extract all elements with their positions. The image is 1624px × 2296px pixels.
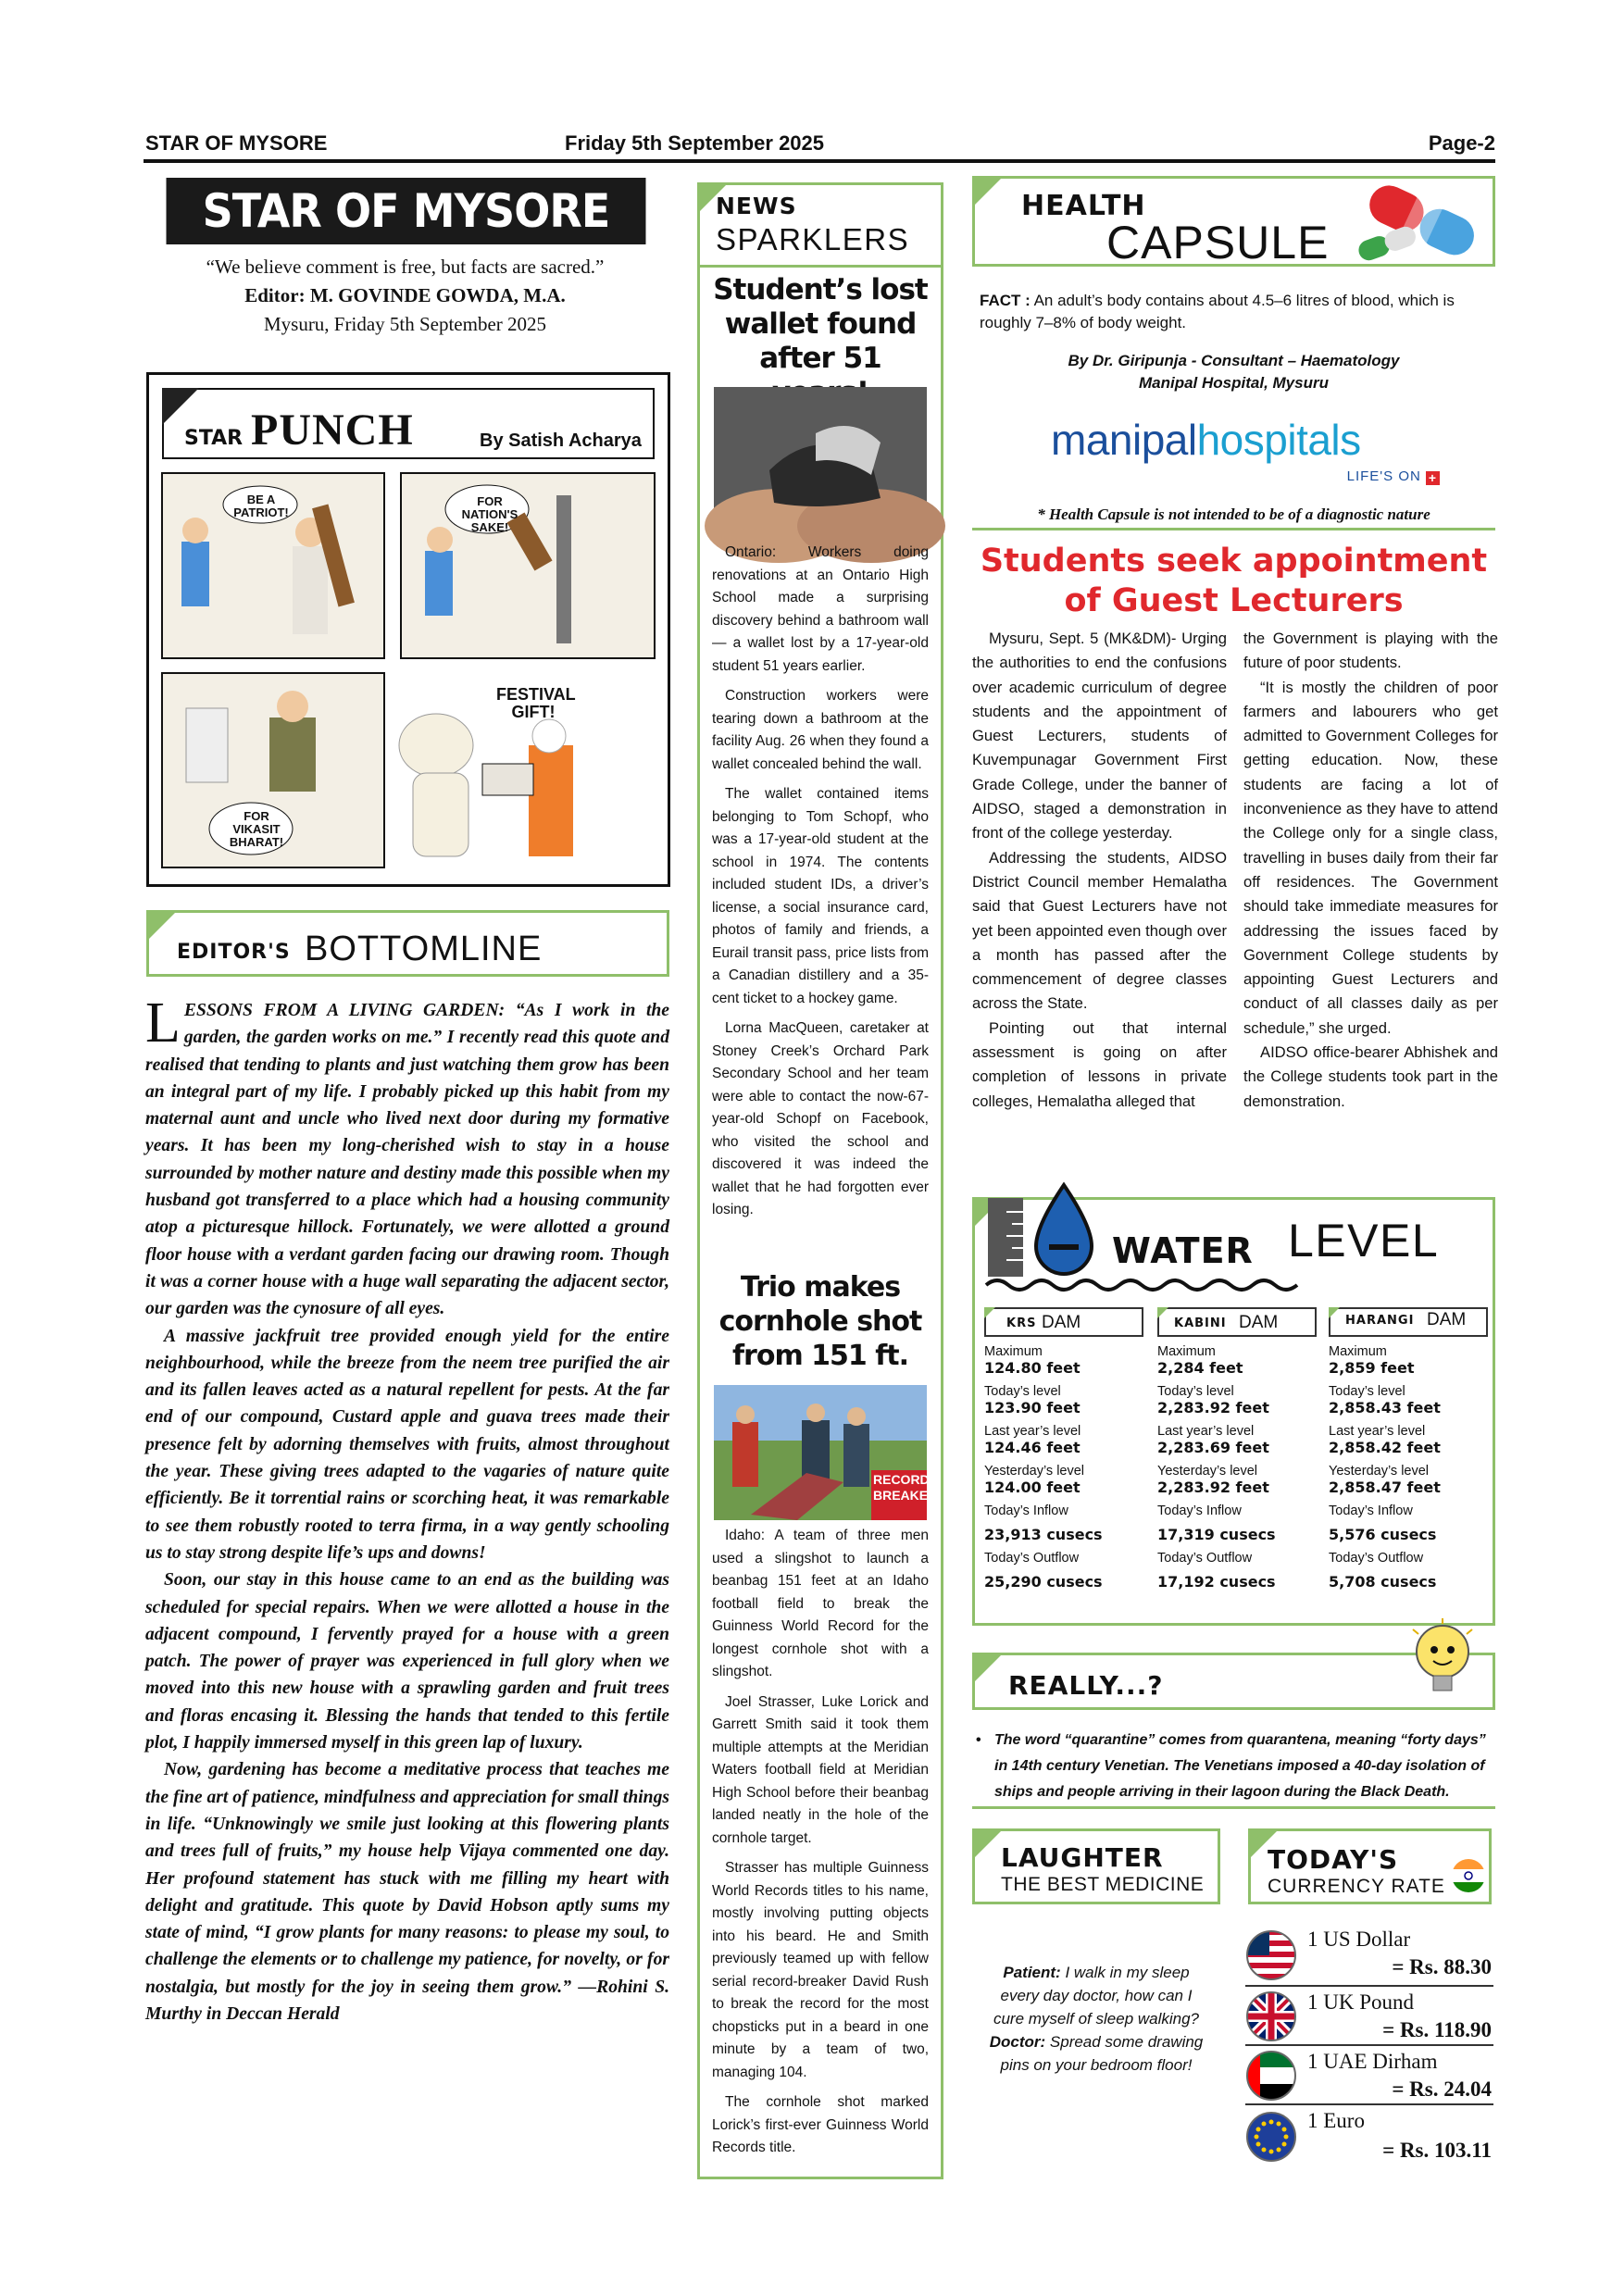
author-line-1: By Dr. Giripunja - Consultant – Haematology bbox=[1068, 352, 1400, 369]
yesterday-value: 2,283.92 feet bbox=[1157, 1478, 1269, 1496]
currency-subtitle: CURRENCY RATE bbox=[1268, 1876, 1445, 1897]
corner-flag bbox=[972, 1828, 1004, 1860]
manipal-logo bbox=[1051, 415, 1440, 489]
today-label: Today’s level bbox=[1329, 1384, 1405, 1400]
corner-flag bbox=[972, 176, 1004, 207]
capsule-label-small: HEALTH bbox=[1021, 190, 1146, 222]
capsule-label-big: CAPSULE bbox=[1106, 217, 1330, 268]
story1-body bbox=[712, 542, 929, 1222]
guest-lecturers-col-2 bbox=[1243, 627, 1498, 1114]
punch-byline: By Satish Acharya bbox=[480, 430, 642, 451]
laughter-title: LAUGHTER bbox=[1001, 1842, 1164, 1873]
story2-paragraph: Strasser has multiple Guinness World Records titles to his name, mostly involving putting objects into his beard. He and Smith previously teamed up with fellow serial record-breaker David Rush to break the record for the most chopsticks put in a beard in one minute by a team of two, managing 104. bbox=[712, 1860, 929, 2080]
article-paragraph: the Government is playing with the future of poor students. bbox=[1243, 630, 1498, 672]
currency-name: 1 US Dollar bbox=[1307, 1928, 1411, 1951]
story2-headline: Trio makes cornhole shot from 151 ft. bbox=[718, 1271, 922, 1372]
health-capsule-heading bbox=[972, 176, 1495, 267]
currency-heading bbox=[1248, 1828, 1492, 1904]
eu-flag-icon bbox=[1245, 2111, 1297, 2163]
laughter-joke bbox=[983, 1961, 1209, 2077]
currency-name: 1 UK Pound bbox=[1307, 1990, 1415, 2014]
dam-header bbox=[984, 1307, 1143, 1337]
masthead-motto: “We believe comment is free, but facts are sacred.” bbox=[206, 256, 605, 278]
last-year-label: Last year’s level bbox=[984, 1424, 1081, 1440]
record-breaker-text: RECORD BREAKER bbox=[873, 1472, 938, 1503]
inflow-label: Today’s Inflow bbox=[984, 1504, 1068, 1519]
inflow-value: 17,319 cusecs bbox=[1157, 1525, 1276, 1543]
doctor-label: Doctor: bbox=[989, 2033, 1046, 2051]
dam-name-big: DAM bbox=[1042, 1313, 1081, 1332]
dam-header-corner bbox=[984, 1307, 995, 1318]
header-paper-name: STAR OF MYSORE bbox=[145, 131, 328, 155]
uk-flag-icon bbox=[1245, 1990, 1297, 2042]
really-fact bbox=[974, 1728, 1497, 1805]
yesterday-label: Yesterday’s level bbox=[984, 1464, 1085, 1479]
bubble-be-a-patriot: BE A PATRIOT! bbox=[233, 493, 289, 519]
bottomline-paragraph: A massive jackfruit tree provided enough yield for the entire neighbourhood, while the breeze from the neem tree purified the air and its fallen leaves acted as a natural repellent for pests. At the far end of our compound, Custard apple and guava trees made their presence felt by adorning themselves with fruits, almost throughout the year. These giving trees adapted to the vagaries of nature quite efficiently. Be it torrential rains or scorching heat, it was remarkable to see them robustly rooted to terra firma, in a way gently schooling us to stay strong despite life’s ups and downs! bbox=[145, 1326, 669, 1563]
dam-header-corner bbox=[1329, 1307, 1340, 1318]
dam-kabini bbox=[1157, 1307, 1319, 1591]
story1-paragraph: Lorna MacQueen, caretaker at Stoney Creek’s Orchard Park Secondary School and her team were able to contact the now-67-year-old Schopf on Facebook, who visited the school and discovered it was indeed the wallet that he had forgotten ever losing. bbox=[712, 1020, 929, 1217]
bottomline-label-big: BOTTOMLINE bbox=[305, 930, 543, 968]
header-date: Friday 5th September 2025 bbox=[565, 131, 825, 155]
sparklers-label-small: NEWS bbox=[716, 193, 797, 219]
story2-paragraph: Joel Strasser, Luke Lorick and Garrett Smith said it took them multiple attempts at the Meridian Waters football field at Meridian High School before their beanbag landed neatly in the hole of the cornhole target. bbox=[712, 1693, 929, 1846]
patient-label: Patient: bbox=[1003, 1964, 1061, 1981]
currency-rate: = Rs. 88.30 bbox=[1392, 1955, 1492, 1978]
today-label: Today’s level bbox=[1157, 1384, 1234, 1400]
really-text: The word “quarantine” comes from quarantena, meaning “forty days” in 14th century Venetian. The Venetians imposed a 40-day isolation of ships and people arriving in their lagoon during the Black Death. bbox=[994, 1732, 1486, 1800]
currency-row bbox=[1245, 1987, 1493, 2046]
header-page-number: Page-2 bbox=[1428, 131, 1495, 155]
outflow-label: Today’s Outflow bbox=[984, 1551, 1080, 1566]
bullet: • bbox=[976, 1732, 981, 1748]
corner-flag bbox=[146, 910, 178, 942]
maximum-value: 124.80 feet bbox=[984, 1358, 1081, 1377]
really-divider bbox=[972, 1806, 1495, 1809]
dam-harangi bbox=[1329, 1307, 1491, 1591]
water-gauge-icon bbox=[988, 1179, 1108, 1281]
india-flag-icon bbox=[1450, 1857, 1487, 1894]
outflow-value: 5,708 cusecs bbox=[1329, 1572, 1437, 1591]
last-year-value: 124.46 feet bbox=[984, 1438, 1081, 1456]
dropcap: L bbox=[145, 992, 181, 1054]
water-waves-icon bbox=[986, 1274, 1310, 1302]
fact-label: FACT : bbox=[980, 292, 1031, 309]
sparklers-label-big: SPARKLERS bbox=[716, 222, 910, 256]
patient-text: I walk in my sleep every day doctor, how can I cure myself of sleep walking? bbox=[993, 1964, 1200, 2028]
last-year-value: 2,283.69 feet bbox=[1157, 1438, 1269, 1456]
article-paragraph: Mysuru, Sept. 5 (MK&DM)- Urging the authorities to end the confusions over academic curriculum of degree students and the appointment of Guest Lecturers, students of Kuvempunagar Government First Grade College, under the banner of AIDSO, staged a demonstration in front of the college yesterday. bbox=[972, 630, 1227, 842]
dam-name-small: KABINI bbox=[1174, 1316, 1227, 1330]
currency-title: TODAY'S bbox=[1268, 1844, 1399, 1875]
logo-hospitals: hospitals bbox=[1196, 416, 1361, 464]
corner-flag bbox=[972, 1653, 1004, 1684]
bubble-for-vikasit-bharat: FOR VIKASIT BHARAT! bbox=[229, 809, 284, 849]
outflow-label: Today’s Outflow bbox=[1329, 1551, 1424, 1566]
punch-label-punch: PUNCH bbox=[251, 406, 414, 455]
guest-lecturers-headline: Students seek appointment of Guest Lecturers bbox=[980, 543, 1488, 619]
masthead bbox=[144, 176, 667, 352]
outflow-value: 25,290 cusecs bbox=[984, 1572, 1103, 1591]
article-paragraph: “It is mostly the children of poor farmers and labourers who get admitted to Government Colleges for getting education. Now, these students are facing a lot of inconvenience as they have to attend the College only for a single class, travelling in buses daily from their far off residences. The Government should take immediate measures for addressing the issues faced by Government College students by appointing Guest Lecturers and conduct of all classes daily as per schedule,” she urged. bbox=[1243, 678, 1498, 1037]
currency-rate: = Rs. 103.11 bbox=[1382, 2139, 1492, 2162]
editors-bottomline-body bbox=[145, 992, 669, 2164]
dam-name-small: HARANGI bbox=[1345, 1314, 1415, 1328]
currency-table bbox=[1245, 1928, 1493, 2170]
currency-row bbox=[1245, 2105, 1493, 2168]
laughter-heading bbox=[972, 1828, 1220, 1904]
really-title: REALLY...? bbox=[1008, 1670, 1164, 1701]
lightbulb-icon bbox=[1405, 1616, 1480, 1700]
story2-paragraph: The cornhole shot marked Lorick’s first-ever Guinness World Records title. bbox=[712, 2094, 929, 2155]
dam-header bbox=[1157, 1307, 1317, 1337]
inflow-value: 5,576 cusecs bbox=[1329, 1525, 1437, 1543]
currency-rate: = Rs. 24.04 bbox=[1392, 2078, 1492, 2101]
plus-icon: + bbox=[1426, 471, 1440, 485]
capsule-disclaimer: * Health Capsule is not intended to be of a diagnostic nature bbox=[1037, 505, 1430, 523]
story2-body bbox=[712, 1525, 929, 2160]
really-heading bbox=[972, 1653, 1495, 1710]
bottomline-label-small: EDITOR'S bbox=[177, 941, 291, 964]
cornhole-photo bbox=[714, 1385, 938, 1520]
currency-row bbox=[1245, 1928, 1493, 1987]
maximum-label: Maximum bbox=[1329, 1344, 1387, 1359]
wallet-photo-drawing bbox=[714, 387, 927, 533]
today-value: 2,283.92 feet bbox=[1157, 1398, 1269, 1416]
panel-4-figures bbox=[399, 714, 573, 856]
punch-label-star: STAR bbox=[184, 427, 244, 450]
star-punch-cartoon bbox=[146, 372, 670, 887]
bubble-for-nations-sake: FOR NATION'S SAKE! bbox=[461, 494, 518, 534]
laughter-subtitle: THE BEST MEDICINE bbox=[1001, 1874, 1205, 1895]
currency-name: 1 UAE Dirham bbox=[1307, 2050, 1438, 2073]
currency-rate: = Rs. 118.90 bbox=[1382, 2018, 1492, 2041]
story1-paragraph: The wallet contained items belonging to Tom Schopf, who was a 17-year-old student at the school in 1974. The contents included student IDs, a driver’s license, a social insurance card, photos of family and friends, a Eurail transit pass, price lists from a Canadian distillery and a 35-cent ticket to a hockey game. bbox=[712, 786, 929, 1006]
story1-headline: Student’s lost wallet found after 51 bbox=[713, 273, 928, 375]
dam-name-big: DAM bbox=[1427, 1310, 1467, 1329]
us-flag-icon bbox=[1245, 1929, 1297, 1981]
doctor-text: Spread some drawing pins on your bedroom floor! bbox=[1000, 2033, 1204, 2074]
health-author bbox=[972, 350, 1495, 394]
story2-paragraph: Idaho: A team of three men used a slingshot to launch a beanbag 151 feet at an Idaho football field to break the Guinness World Record for the longest cornhole shot with a slingshot. bbox=[712, 1528, 929, 1679]
capsule-pill-icon bbox=[1353, 173, 1492, 266]
maximum-value: 2,284 feet bbox=[1157, 1358, 1243, 1377]
bubble-festival-gift: FESTIVAL GIFT! bbox=[496, 685, 576, 721]
water-label-big: LEVEL bbox=[1288, 1215, 1440, 1267]
water-label-small: WATER bbox=[1112, 1230, 1254, 1271]
dam-krs bbox=[984, 1307, 1146, 1591]
currency-row bbox=[1245, 2046, 1493, 2105]
today-value: 2,858.43 feet bbox=[1329, 1398, 1441, 1416]
inflow-label: Today’s Inflow bbox=[1329, 1504, 1413, 1519]
page-header bbox=[144, 130, 1495, 163]
masthead-editor: Editor: M. GOVINDE GOWDA, M.A. bbox=[244, 284, 566, 306]
header-rule bbox=[144, 159, 1495, 163]
story1-paragraph: Construction workers were tearing down a bathroom at the facility Aug. 26 when they found a wallet concealed behind the wall. bbox=[712, 688, 929, 772]
masthead-dateline: Mysuru, Friday 5th September 2025 bbox=[263, 313, 547, 335]
uae-flag-icon bbox=[1245, 2050, 1297, 2102]
dam-name-big: DAM bbox=[1239, 1313, 1279, 1332]
capsule-divider bbox=[972, 528, 1495, 530]
dam-name-small: KRS bbox=[1006, 1316, 1037, 1330]
fact-text: An adult’s body contains about 4.5–6 litres of blood, which is roughly 7–8% of body weight. bbox=[980, 292, 1455, 331]
logo-tagline-text: LIFE'S ON bbox=[1346, 468, 1421, 484]
bottomline-paragraph: ESSONS FROM A LIVING GARDEN: “As I work in the garden, the garden works on me.” I recently read this quote and realised that tending to plants and just watching them grow has been an integral part of my life. I probably picked up this habit from my maternal aunt and uncle who lived next door during my formative years. It has been my long-cherished wish to stay in a house surrounded by mother nature and destiny made this possible when my husband got transferred to a place which had a housing community atop a picturesque hillock. Fortunately, we were allotted a ground floor house with a verdant garden facing our drawing room. Though it was a corner house with a huge wall separating the adjacent sector, our garden was the cynosure of all eyes. bbox=[145, 1001, 669, 1319]
maximum-value: 2,859 feet bbox=[1329, 1358, 1415, 1377]
news-sparklers-panel bbox=[697, 182, 943, 2179]
guest-lecturers-col-1 bbox=[972, 627, 1227, 1114]
article-paragraph: Pointing out that internal assessment is going on after completion of lessons in private colleges, Hemalatha alleged that bbox=[972, 1018, 1227, 1110]
yesterday-label: Yesterday’s level bbox=[1329, 1464, 1430, 1479]
last-year-label: Last year’s level bbox=[1157, 1424, 1255, 1440]
article-paragraph: AIDSO office-bearer Abhishek and the College students took part in the demonstration. bbox=[1243, 1043, 1498, 1110]
bottomline-paragraph: Soon, our stay in this house came to an end as the building was scheduled for special repairs. When we were allotted a house in the adjacent compound, I fervently prayed for a house with a green patch. The power of prayer was experienced in full glory when we moved into this new house with a sprawling garden and fruit trees and floras encasing it. Blessing the hands that tended to this fertile plot, I happily immersed myself in this green lap of luxury. bbox=[145, 1570, 669, 1753]
author-line-2: Manipal Hospital, Mysuru bbox=[1139, 374, 1329, 392]
maximum-label: Maximum bbox=[1157, 1344, 1216, 1359]
health-fact bbox=[980, 290, 1498, 334]
inflow-label: Today’s Inflow bbox=[1157, 1504, 1242, 1519]
sparklers-heading-rule bbox=[700, 265, 941, 268]
outflow-value: 17,192 cusecs bbox=[1157, 1572, 1276, 1591]
dam-header-corner bbox=[1157, 1307, 1168, 1318]
inflow-value: 23,913 cusecs bbox=[984, 1525, 1103, 1543]
last-year-value: 2,858.42 feet bbox=[1329, 1438, 1441, 1456]
maximum-label: Maximum bbox=[984, 1344, 1043, 1359]
today-label: Today’s level bbox=[984, 1384, 1061, 1400]
dam-header bbox=[1329, 1307, 1488, 1337]
article-paragraph: Addressing the students, AIDSO District Council member Hemalatha said that Guest Lecturers have not yet been appointed even though over a month has passed after the commencement of degree classes across the State. bbox=[972, 848, 1227, 1013]
logo-tagline bbox=[1347, 468, 1440, 485]
outflow-label: Today’s Outflow bbox=[1157, 1551, 1253, 1566]
today-value: 123.90 feet bbox=[984, 1398, 1081, 1416]
yesterday-value: 2,858.47 feet bbox=[1329, 1478, 1441, 1496]
water-level-panel bbox=[972, 1197, 1495, 1626]
bottomline-paragraph: Now, gardening has become a meditative process that teaches me the fine art of patience, mindfulness and appreciation for small things in life. “Unknowingly we smile just looking at this flowering plants and trees full of fruits,” my house help Vijaya commented one day. Her profound statement has stuck with me filling my heart with delight and gratitude. This quote by David Hobson aptly sums my state of mind, “I grow plants for many reasons: to please my soul, to challenge the elements or to challenge my patience, for novelty, or for nostalgia, but mostly for the joy in seeing them grow.” —Rohini S. Murthy in Deccan Herald bbox=[145, 1760, 669, 2024]
wallet-photo bbox=[714, 387, 927, 533]
yesterday-value: 124.00 feet bbox=[984, 1478, 1081, 1496]
masthead-title: STAR OF MYSORE bbox=[167, 178, 646, 244]
editors-bottomline-heading bbox=[146, 910, 669, 977]
punch-corner-flag bbox=[162, 388, 199, 425]
logo-manipal: manipal bbox=[1051, 416, 1197, 464]
last-year-label: Last year’s level bbox=[1329, 1424, 1426, 1440]
story1-paragraph: Ontario: Workers doing renovations at an Ontario High School made a surprising discovery behind a bathroom wall — a wallet lost by a 17-year-old student 51 years earlier. bbox=[712, 544, 929, 674]
yesterday-label: Yesterday’s level bbox=[1157, 1464, 1258, 1479]
currency-name: 1 Euro bbox=[1307, 2109, 1365, 2132]
